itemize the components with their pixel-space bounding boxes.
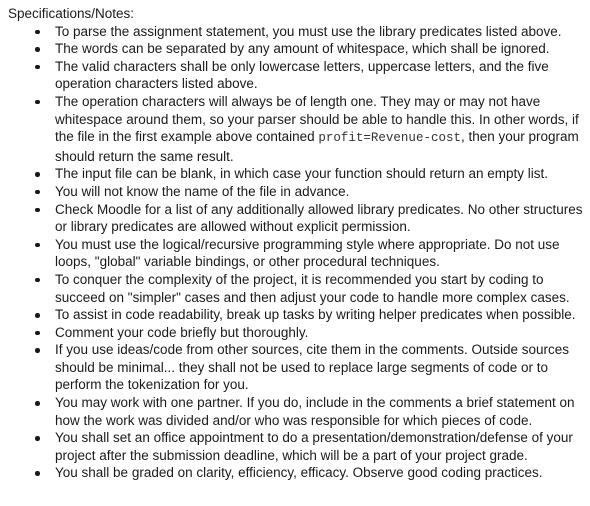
note-text: , then your program should return the same result. [55,129,579,164]
note-item: You will not know the name of the file in advance. [55,183,584,201]
note-item: To assist in code readability, break up tasks by writing helper predicates when possible. [55,306,584,324]
code-example: profit=Revenue-cost [318,131,461,146]
note-item: You shall be graded on clarity, efficiency, efficacy. Observe good coding practices. [55,464,584,482]
note-item [55,93,584,165]
note-item: Check Moodle for a list of any additionally allowed library predicates. No other structures or library predicates are allowed without explicit permission. [55,201,583,235]
notes-list [8,23,584,482]
section-heading: Specifications/Notes: [8,6,135,21]
note-item: You must use the logical/recursive programming style where appropriate. Do not use loops, "global" variable bindings, or other procedural techniques. [55,236,584,271]
note-item: To parse the assignment statement, you must use the library predicates listed above. [55,23,584,41]
note-item: To conquer the complexity of the project, it is recommended you start by coding to succeed on "simpler" cases and then adjust your code to handle more complex cases. [55,271,584,306]
note-item: The valid characters shall be only lowercase letters, uppercase letters, and the five operation characters listed above. [55,58,584,93]
note-item: The words can be separated by any amount of whitespace, which shall be ignored. [55,40,584,58]
note-item: You may work with one partner. If you do, include in the comments a brief statement on how the work was divided and/or who was responsible for which pieces of code. [55,394,584,429]
note-item: If you use ideas/code from other sources, cite them in the comments. Outside sources should be minimal... they shall not be used to replace large segments of code or to perform the tokenization for you. [55,341,584,394]
note-item: The input file can be blank, in which case your function should return an empty list. [55,165,584,183]
note-item: Comment your code briefly but thoroughly. [55,324,584,342]
note-text: The operation characters will always be of length one. They may or may not have whitespace around them, so your parser should be able to handle this. In other words, if the file in the first example above contained [55,93,579,145]
note-item: You shall set an office appointment to do a presentation/demonstration/defense of your project after the submission deadline, which will be a part of your project grade. [55,429,584,464]
